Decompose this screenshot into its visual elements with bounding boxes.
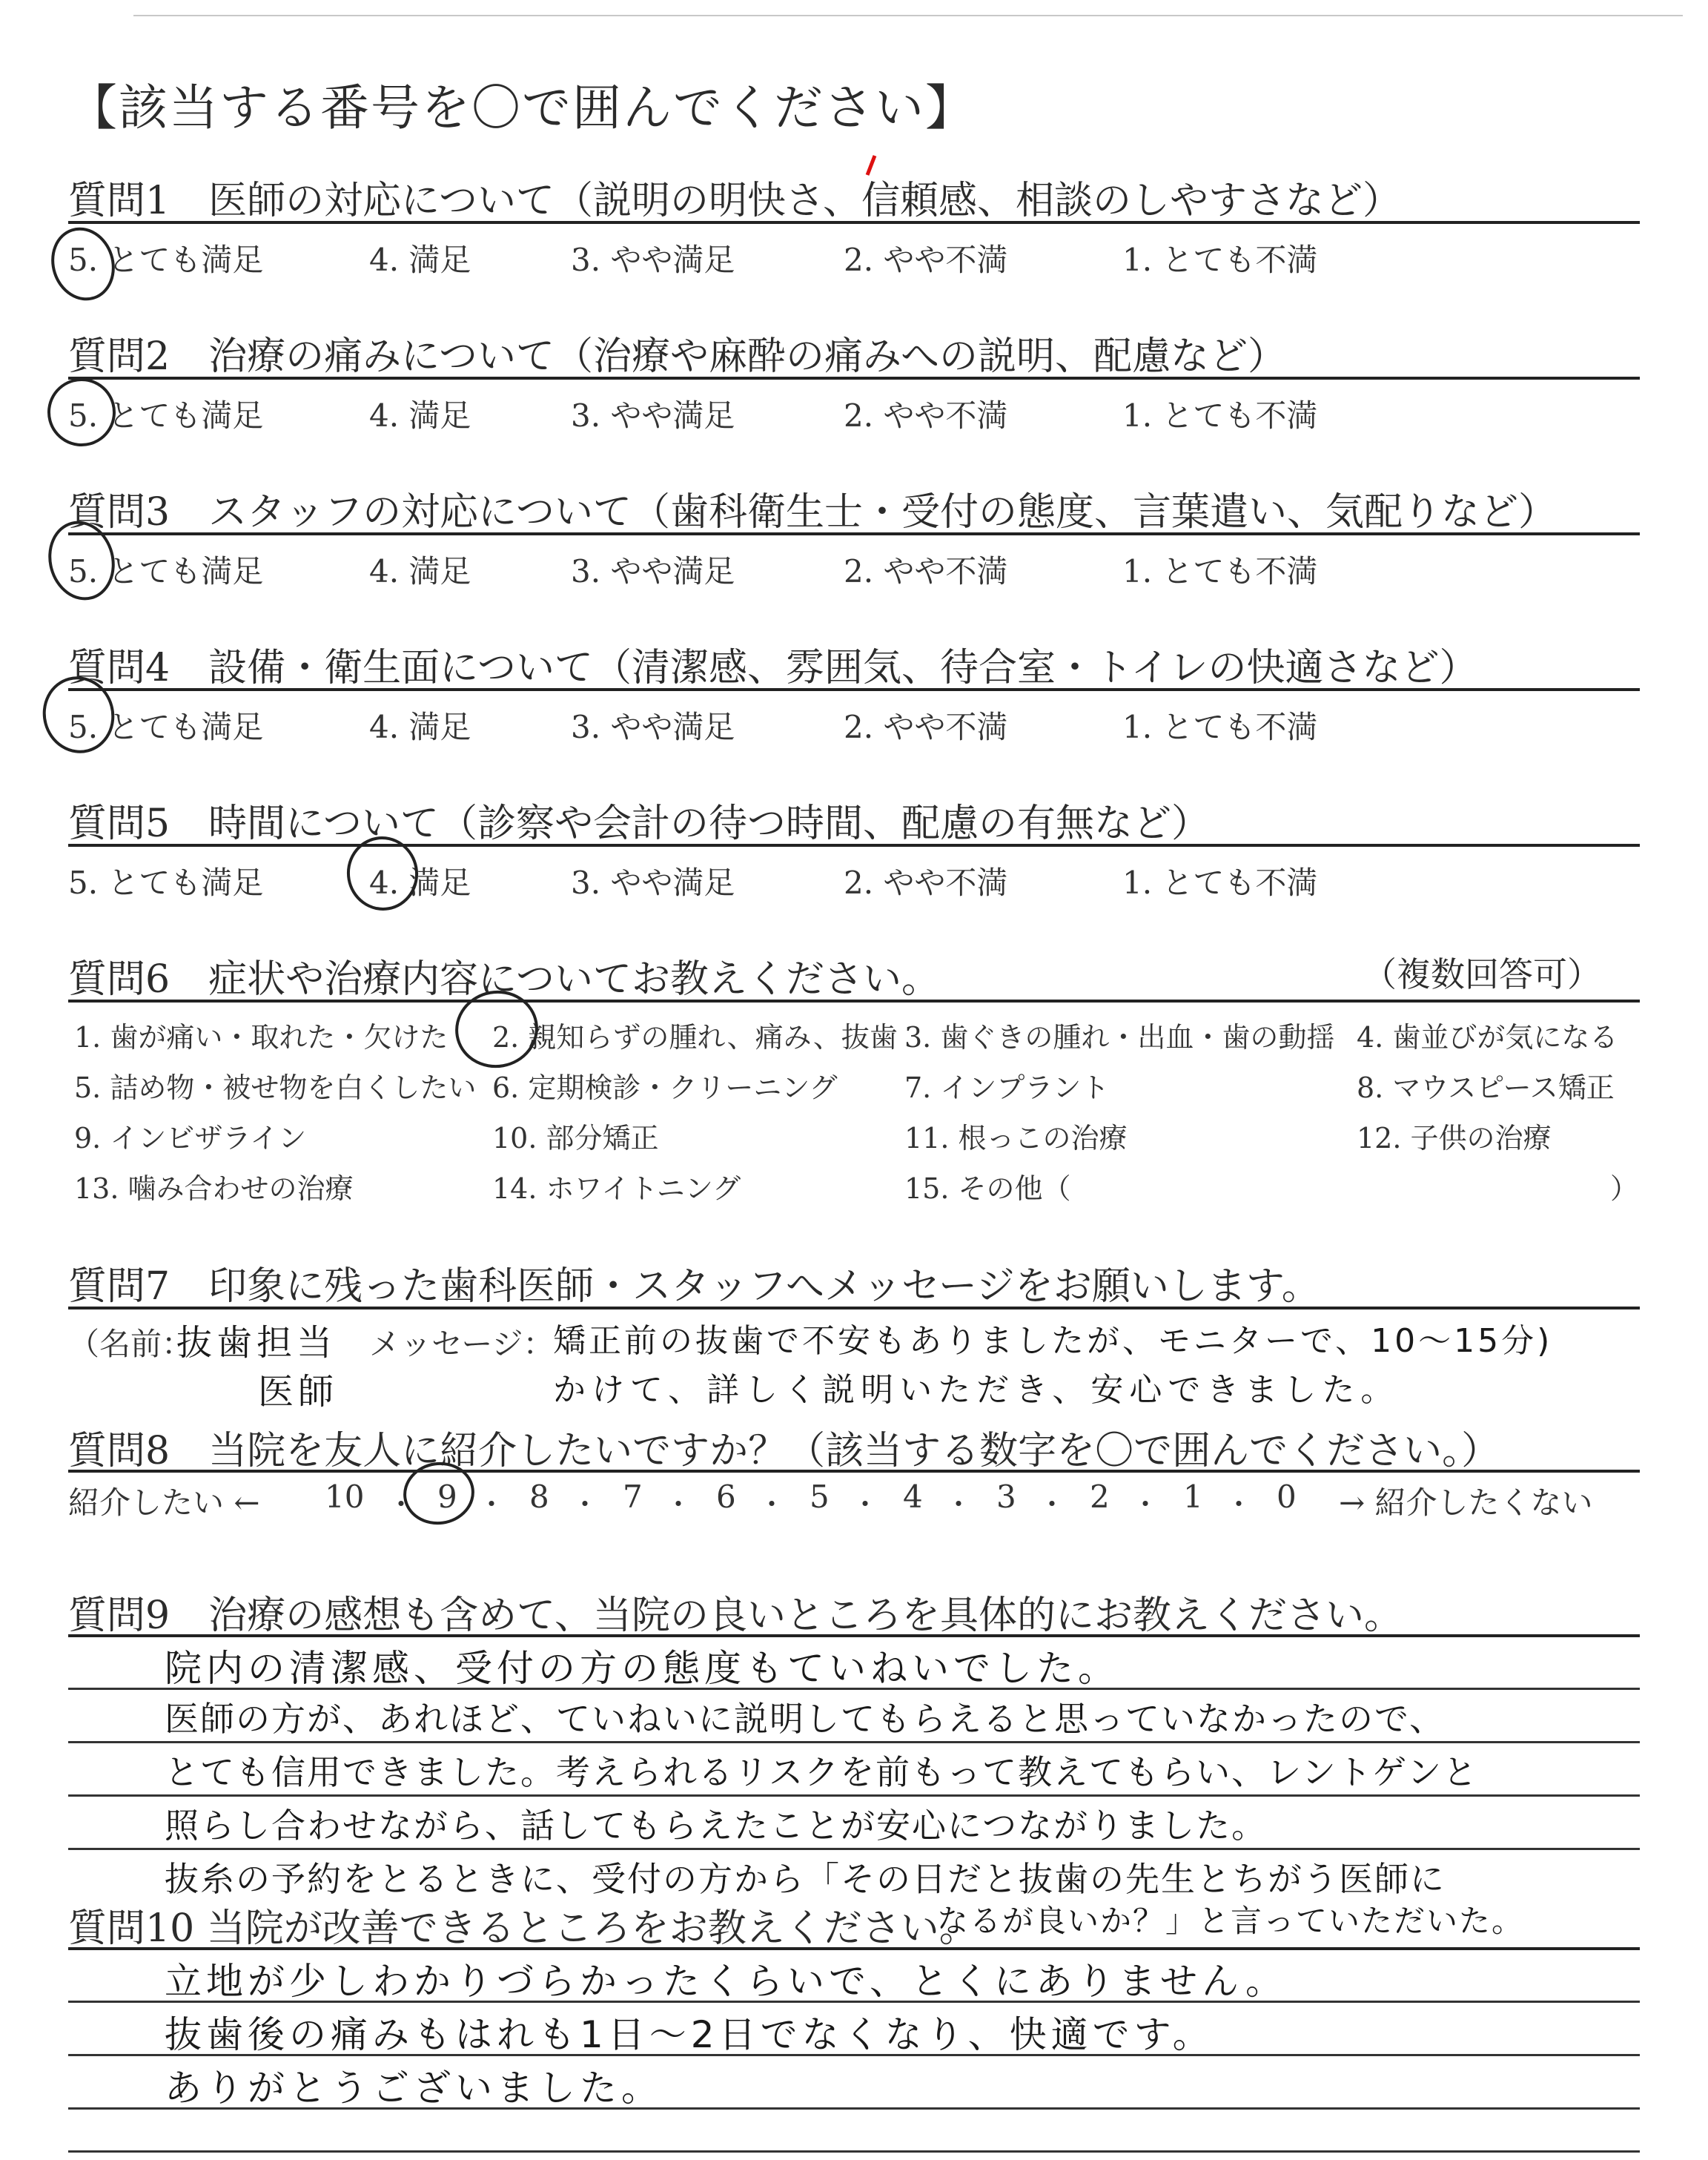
q8-scale-6[interactable]: 6 xyxy=(716,1479,736,1515)
q6-option-12[interactable]: 12. 子供の治療 xyxy=(1357,1122,1552,1155)
q2-option-5[interactable]: 5. とても満足 xyxy=(68,397,264,434)
q8-dot: ・ xyxy=(1131,1488,1160,1521)
q8-dot: ・ xyxy=(1225,1488,1254,1521)
q3-option-4[interactable]: 4. 満足 xyxy=(369,553,471,589)
q9-rule-3 xyxy=(68,1794,1640,1797)
q8-dot: ・ xyxy=(477,1488,506,1521)
q9-divider xyxy=(68,1634,1640,1637)
q10-rule-4 xyxy=(68,2150,1640,2153)
q10-answer-line-1: 立地が少しわかりづらかったくらいで、とくにありません。 xyxy=(165,1960,1287,2003)
q6-title: 質問6 症状や治療内容についてお教えください。 xyxy=(68,957,941,1002)
q5-option-1[interactable]: 1. とても不満 xyxy=(1122,865,1318,901)
q8-dot: ・ xyxy=(851,1488,880,1521)
q6-option-1[interactable]: 1. 歯が痛い・取れた・欠けた xyxy=(74,1021,448,1054)
q7-title: 質問7 印象に残った歯科医師・スタッフへメッセージをお願いします。 xyxy=(68,1264,1320,1309)
q1-option-3[interactable]: 3. やや満足 xyxy=(571,242,735,278)
q6-option-5[interactable]: 5. 詰め物・被せ物を白くしたい xyxy=(74,1071,477,1104)
q7-message-handwriting-2[interactable]: かけて、詳しく説明いただき、安心できました。 xyxy=(553,1371,1400,1409)
q9-answer-line-4: 照らし合わせながら、話してもらえたことが安心につながりました。 xyxy=(165,1806,1268,1846)
q9-rule-2 xyxy=(68,1741,1640,1743)
q4-option-5[interactable]: 5. とても満足 xyxy=(68,709,264,745)
q8-title: 質問8 当院を友人に紹介したいですか？（該当する数字を〇で囲んでください。） xyxy=(68,1429,1500,1473)
q4-option-1[interactable]: 1. とても不満 xyxy=(1122,709,1318,745)
q6-option-8[interactable]: 8. マウスピース矯正 xyxy=(1357,1071,1615,1104)
q2-option-4[interactable]: 4. 満足 xyxy=(369,397,471,434)
q2-option-3[interactable]: 3. やや満足 xyxy=(571,397,735,434)
q8-dot: ・ xyxy=(571,1488,600,1521)
q10-divider xyxy=(68,1947,1640,1950)
q6-option-11[interactable]: 11. 根っこの治療 xyxy=(904,1122,1128,1155)
q6-multiple-note: （複数回答可） xyxy=(1363,954,1601,994)
q8-scale-1[interactable]: 1 xyxy=(1183,1479,1203,1515)
q7-name-handwriting-1[interactable]: 抜歯担当 xyxy=(176,1322,337,1364)
q4-title: 質問4 設備・衛生面について（清潔感、雰囲気、待合室・トイレの快適さなど） xyxy=(68,646,1478,690)
q8-scale-7[interactable]: 7 xyxy=(623,1479,643,1515)
q2-option-1[interactable]: 1. とても不満 xyxy=(1122,397,1318,434)
q10-answer-line-3: ありがとうございました。 xyxy=(165,2067,663,2110)
q6-option-6[interactable]: 6. 定期検診・クリーニング xyxy=(492,1071,838,1104)
q1-option-5[interactable]: 5. とても満足 xyxy=(68,242,264,278)
q8-dot: ・ xyxy=(664,1488,693,1521)
q10-rule-3 xyxy=(68,2107,1640,2110)
q8-right-label: → 紹介したくない xyxy=(1339,1484,1593,1521)
q4-option-3[interactable]: 3. やや満足 xyxy=(571,709,735,745)
q5-option-5[interactable]: 5. とても満足 xyxy=(68,865,264,901)
q6-option-15[interactable]: 15. その他（ xyxy=(904,1172,1071,1205)
q3-title: 質問3 スタッフの対応について（歯科衛生士・受付の態度、言葉遣い、気配りなど） xyxy=(68,490,1558,535)
q8-scale-2[interactable]: 2 xyxy=(1090,1479,1110,1515)
q6-option-4[interactable]: 4. 歯並びが気になる xyxy=(1357,1021,1618,1054)
q9-rule-4 xyxy=(68,1848,1640,1850)
q8-scale-5[interactable]: 5 xyxy=(810,1479,830,1515)
q9-title: 質問9 治療の感想も含めて、当院の良いところを具体的にお教えください。 xyxy=(68,1593,1403,1638)
q6-other-close-paren: ） xyxy=(1610,1172,1639,1205)
q6-divider xyxy=(68,1000,1640,1003)
q8-left-label: 紹介したい ← xyxy=(68,1484,260,1521)
q7-name-handwriting-2[interactable]: 医師 xyxy=(258,1371,339,1413)
q9-answer-continuation: なるが良いか？」と言っていただいた。 xyxy=(937,1903,1525,1939)
q1-option-4[interactable]: 4. 満足 xyxy=(369,242,471,278)
q6-option-3[interactable]: 3. 歯ぐきの腫れ・出血・歯の動揺 xyxy=(904,1021,1335,1054)
q3-option-3[interactable]: 3. やや満足 xyxy=(571,553,735,589)
q3-option-1[interactable]: 1. とても不満 xyxy=(1122,553,1318,589)
q4-option-4[interactable]: 4. 満足 xyxy=(369,709,471,745)
q2-option-2[interactable]: 2. やや不満 xyxy=(844,397,1008,434)
q6-option-7[interactable]: 7. インプラント xyxy=(904,1071,1110,1104)
q8-divider xyxy=(68,1470,1640,1473)
q6-option-10[interactable]: 10. 部分矯正 xyxy=(492,1122,659,1155)
q10-rule-1 xyxy=(68,2001,1640,2003)
q5-option-4[interactable]: 4. 満足 xyxy=(369,865,471,901)
q10-rule-2 xyxy=(68,2054,1640,2056)
q8-dot: ・ xyxy=(387,1488,416,1521)
q10-title: 質問10 当院が改善できるところをお教えください。 xyxy=(68,1906,978,1951)
q8-scale-9[interactable]: 9 xyxy=(437,1479,457,1515)
q3-divider xyxy=(68,532,1640,535)
q7-divider xyxy=(68,1307,1640,1309)
q9-rule-1 xyxy=(68,1688,1640,1690)
page-title: 【該当する番号を〇で囲んでください】 xyxy=(68,79,976,136)
q1-divider xyxy=(68,221,1640,224)
q6-option-14[interactable]: 14. ホワイトニング xyxy=(492,1172,741,1205)
q7-message-handwriting-1[interactable]: 矯正前の抜歯で不安もありましたが、モニターで、10〜15分) xyxy=(553,1322,1553,1360)
q8-scale-4[interactable]: 4 xyxy=(903,1479,923,1515)
q8-dot: ・ xyxy=(944,1488,973,1521)
q1-title: 質問1 医師の対応について（説明の明快さ、信頼感、相談のしやすさなど） xyxy=(68,179,1401,223)
q9-answer-line-5: 抜糸の予約をとるときに、受付の方から「その日だと抜歯の先生とちがう医師に xyxy=(165,1859,1446,1899)
q7-name-label: （名前： xyxy=(68,1326,193,1362)
q9-answer-line-2: 医師の方が、あれほど、ていねいに説明してもらえると思っていなかったので、 xyxy=(165,1699,1446,1739)
q6-option-13[interactable]: 13. 噛み合わせの治療 xyxy=(74,1172,354,1205)
q5-option-2[interactable]: 2. やや不満 xyxy=(844,865,1008,901)
q5-divider xyxy=(68,844,1640,847)
q3-option-5[interactable]: 5. とても満足 xyxy=(68,553,264,589)
q1-option-1[interactable]: 1. とても不満 xyxy=(1122,242,1318,278)
q3-option-2[interactable]: 2. やや不満 xyxy=(844,553,1008,589)
q6-option-2[interactable]: 2. 親知らずの腫れ、痛み、抜歯 xyxy=(492,1021,898,1054)
q1-option-2[interactable]: 2. やや不満 xyxy=(844,242,1008,278)
q9-answer-line-3: とても信用できました。考えられるリスクを前もって教えてもらい、レントゲンと xyxy=(165,1752,1479,1792)
q9-answer-line-1: 院内の清潔感、受付の方の態度もていねいでした。 xyxy=(165,1647,1119,1690)
q4-option-2[interactable]: 2. やや不満 xyxy=(844,709,1008,745)
q5-option-3[interactable]: 3. やや満足 xyxy=(571,865,735,901)
q4-divider xyxy=(68,688,1640,691)
q10-answer-line-2: 抜歯後の痛みもはれも1日〜2日でなくなり、快適です。 xyxy=(165,2013,1214,2056)
q8-scale-3[interactable]: 3 xyxy=(996,1479,1016,1515)
q8-dot: ・ xyxy=(1038,1488,1067,1521)
scan-edge-line xyxy=(133,15,1683,16)
q8-scale-10[interactable]: 10 xyxy=(325,1479,365,1515)
q8-dot: ・ xyxy=(758,1488,787,1521)
q2-title: 質問2 治療の痛みについて（治療や麻酔の痛みへの説明、配慮など） xyxy=(68,334,1287,379)
q6-option-9[interactable]: 9. インビザライン xyxy=(74,1122,307,1155)
q5-title: 質問5 時間について（診察や会計の待つ時間、配慮の有無など） xyxy=(68,802,1211,846)
q8-scale-8[interactable]: 8 xyxy=(529,1479,549,1515)
q8-scale-0[interactable]: 0 xyxy=(1277,1479,1297,1515)
q2-divider xyxy=(68,377,1640,380)
q7-message-label: メッセージ： xyxy=(369,1326,555,1362)
